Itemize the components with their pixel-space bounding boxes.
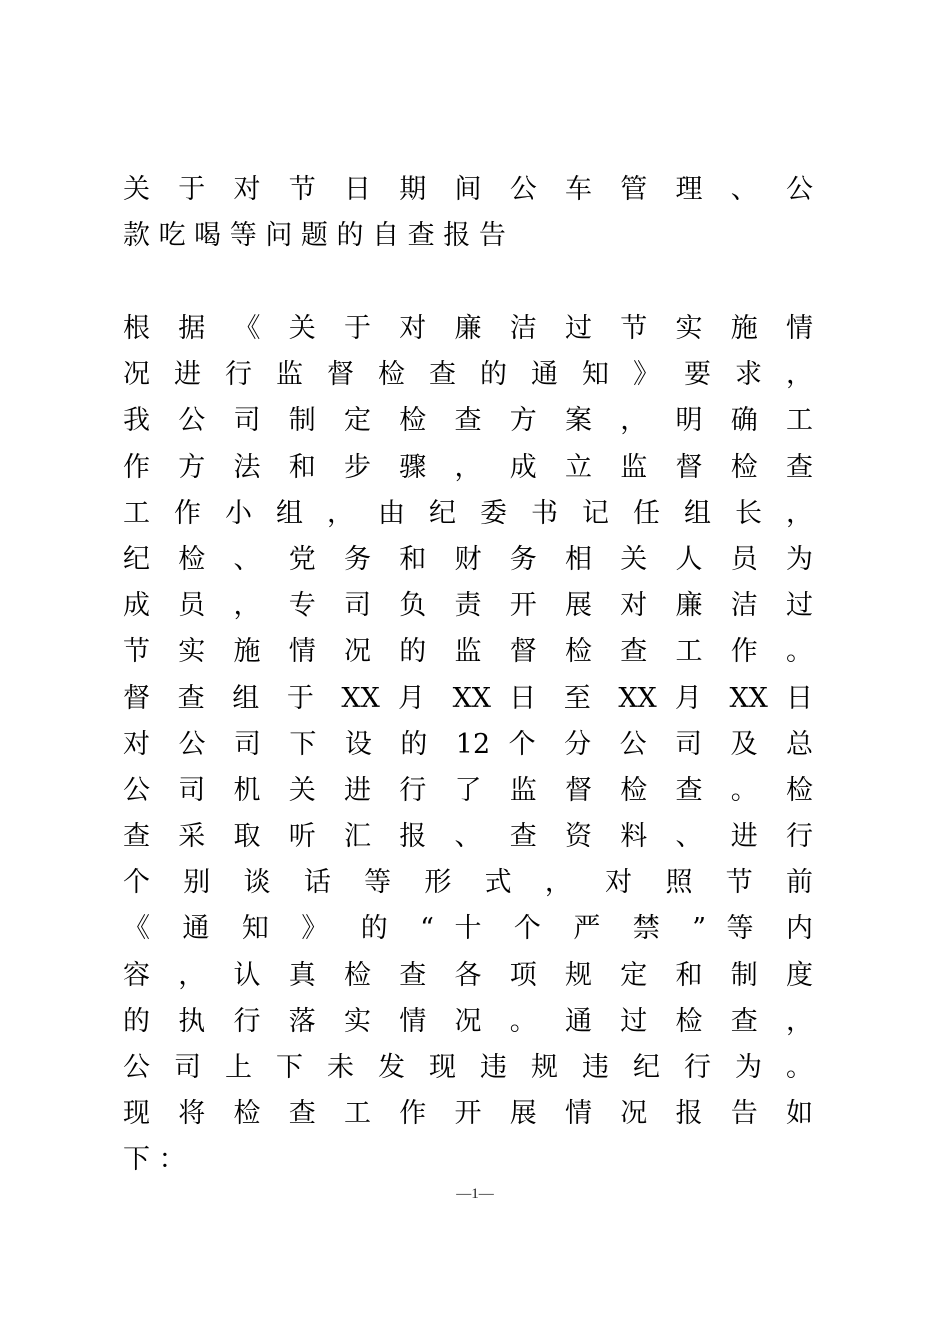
title-line-1: 关 于 对 节 日 期 间 公 车 管 理 、 公: [123, 174, 813, 205]
body-line: 下 ：: [123, 1144, 186, 1176]
body-line: 公 司 上 下 未 发 现 违 规 违 纪 行 为 。: [123, 1052, 813, 1083]
page-number: —1—: [456, 1186, 494, 1202]
body-line: 督 查 组 于 XX 月 XX 日 至 XX 月 XX 日: [123, 682, 813, 714]
document-title: [123, 167, 813, 259]
body-line: 成 员 ， 专 司 负 责 开 展 对 廉 洁 过: [123, 590, 813, 622]
body-line: 个 别 谈 话 等 形 式 ， 对 照 节 前: [123, 867, 813, 899]
document-body: [123, 306, 813, 1184]
body-line: 作 方 法 和 步 骤 ， 成 立 监 督 检 查: [123, 451, 813, 483]
title-line-2: 款 吃 喝 等 问 题 的 自 查 报 告: [123, 220, 506, 252]
body-line: 公 司 机 关 进 行 了 监 督 检 查 。 检: [123, 774, 813, 806]
body-line: 我 公 司 制 定 检 查 方 案 ， 明 确 工: [123, 405, 813, 437]
body-line: 现 将 检 查 工 作 开 展 情 况 报 告 如: [123, 1098, 813, 1130]
body-line: 工 作 小 组 ， 由 纪 委 书 记 任 组 长 ，: [123, 497, 813, 529]
body-line: 况 进 行 监 督 检 查 的 通 知 》 要 求 ，: [123, 359, 813, 391]
body-line: 对 公 司 下 设 的 12 个 分 公 司 及 总: [123, 728, 813, 760]
body-line: 的 执 行 落 实 情 况 。 通 过 检 查 ，: [123, 1005, 813, 1037]
body-line: 根 据 《 关 于 对 廉 洁 过 节 实 施 情: [123, 313, 813, 344]
body-line: 容 ， 认 真 检 查 各 项 规 定 和 制 度: [123, 959, 813, 991]
body-line: 查 采 取 听 汇 报 、 查 资 料 、 进 行: [123, 821, 813, 853]
body-line: 纪 检 、 党 务 和 财 务 相 关 人 员 为: [123, 543, 813, 575]
body-line: 节 实 施 情 况 的 监 督 检 查 工 作 。: [123, 636, 813, 668]
body-line: 《 通 知 》 的 “ 十 个 严 禁 ” 等 内: [123, 913, 813, 945]
